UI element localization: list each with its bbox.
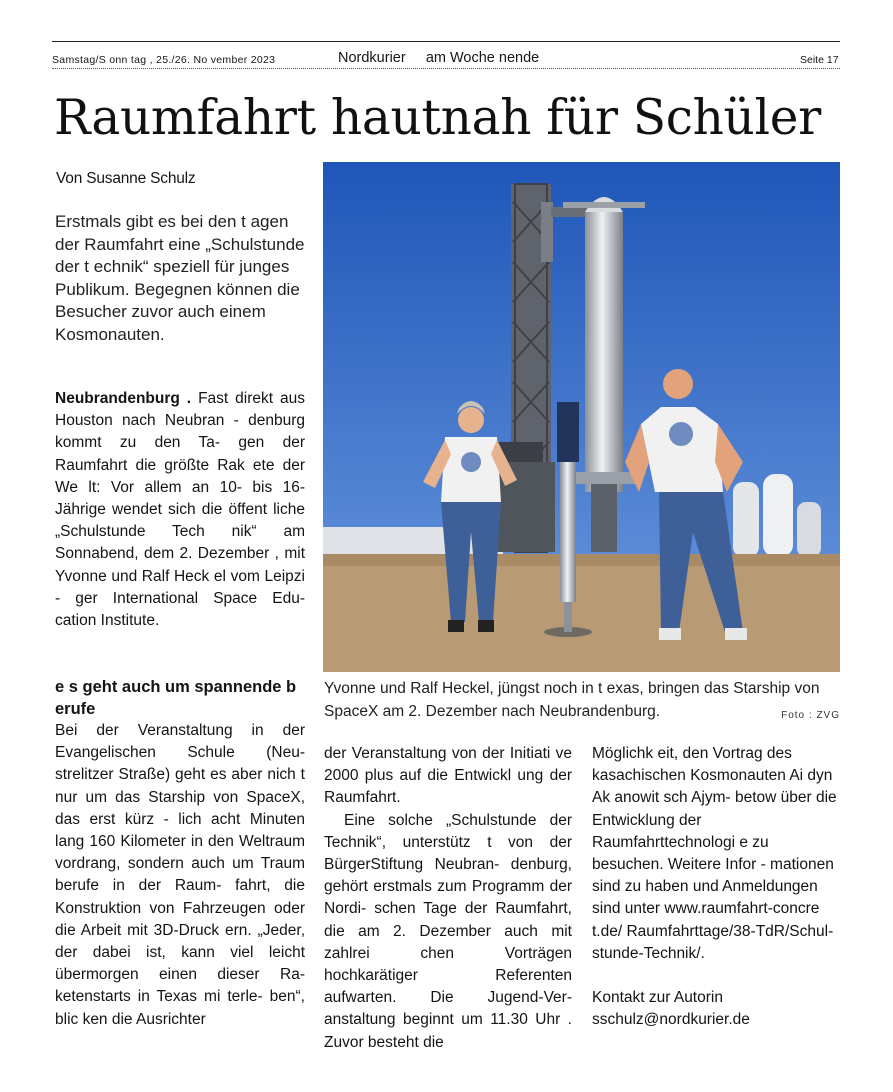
column-1-text: Fast direkt aus Houston nach Neubran - denburg kommt zu den Ta- gen der Raumfahrt die größte Rak ete der We lt: Vor allem an 10- bis 16-Jährige wendet sich die öffent liche „Schulstunde Tech nik“ am Sonnabend, dem 2. Dezember , mit Yvonne und Ralf Heck el vom Leipzi - ger International Space Edu- cation Institute.	[55, 390, 305, 630]
column-3	[592, 743, 842, 1031]
caption-text: Yvonne und Ralf Heckel, jüngst noch in t exas, bringen das Starship von SpaceX am 2. Dezember nach Neubrandenburg.	[324, 680, 820, 720]
article-lead: Erstmals gibt es bei den t agen der Raumfahrt eine „Schulstunde der t echnik“ speziell für junges Publikum. Begegnen können die Besucher zuvor auch einem Kosmonauten.	[55, 212, 305, 344]
contact-email[interactable]: sschulz@nordkurier.de	[592, 1011, 750, 1029]
article-photo	[323, 162, 840, 672]
tank-2	[763, 474, 793, 557]
header-paper-name: Nordkurier am Woche nende	[338, 50, 540, 66]
photo-caption	[324, 678, 844, 723]
photo-credit: Foto : ZVG	[781, 710, 840, 721]
header-top-rule	[52, 41, 840, 42]
dateline: Neubrandenburg .	[55, 390, 192, 407]
tank-3	[797, 502, 821, 557]
column-2-paragraph-1: der Veranstaltung von der Initiati ve 2000 plus auf die Entwickl ung der Raumfahrt.	[324, 745, 572, 807]
column-1-continued	[55, 676, 305, 1031]
column-1	[55, 388, 305, 632]
article-headline: Raumfahrt hautnah für Schüler	[54, 90, 821, 146]
starship-photo-illustration	[323, 162, 840, 672]
contact-label: Kontakt zur Autorin	[592, 989, 723, 1007]
column-3-paragraph-1: Möglichk eit, den Vortrag des kasachischen Kosmonauten Ai dyn Ak anowit sch Ajym- betow über die Entwicklung der Raumfahrttechnologi e zu besuchen. Weitere Infor - mationen sind zu haben und Anmeldungen sind unter www.raumfahrt-concre t.de/ Raumfahrttage/38-TdR/Schul- stunde-Technik/.	[592, 745, 837, 962]
header-dotted-rule	[52, 68, 840, 69]
header-page-number: Seite 17	[800, 54, 839, 66]
subheading: e s geht auch um spannende b erufe	[55, 678, 297, 718]
header-date: Samstag/S onn tag , 25./26. No vember 2023	[52, 54, 276, 66]
column-1b-text: Bei der Veranstaltung in der Evangelischen Schule (Neu- strelitzer Straße) geht es aber nich t nur um das Starship von SpaceX, das erst kürz - lich acht Minuten lang 160 Kilometer in den Weltraum vordrang, sondern auch um Traum berufe in der Raum- fahrt, die Konstruktion von Fahrzeugen oder die Arbeit mit 3D-Druck ern. „Jeder, der dabei ist, kann viel leicht übermorgen einen dieser Ra- ketenstarts in Texas mi terle- ben“, blic ken die Ausrichter	[55, 722, 305, 1028]
column-2-paragraph-2: Eine solche „Schulstunde der Technik“, unterstütz t von der BürgerStiftung Neubran- denburg, gehört erstmals zum Programm der Nordi- schen Tage der Raumfahrt, die am 2. Dezember auch mit zahlrei chen Vorträgen hochkarätiger Referenten aufwarten. Die Jugend-Ver- anstaltung beginnt um 11.30 Uhr . Zuvor besteht die	[324, 811, 572, 1051]
column-2	[324, 743, 572, 1054]
ground	[323, 554, 840, 672]
tank-1	[733, 482, 759, 557]
article-byline: Von Susanne Schulz	[56, 170, 196, 187]
